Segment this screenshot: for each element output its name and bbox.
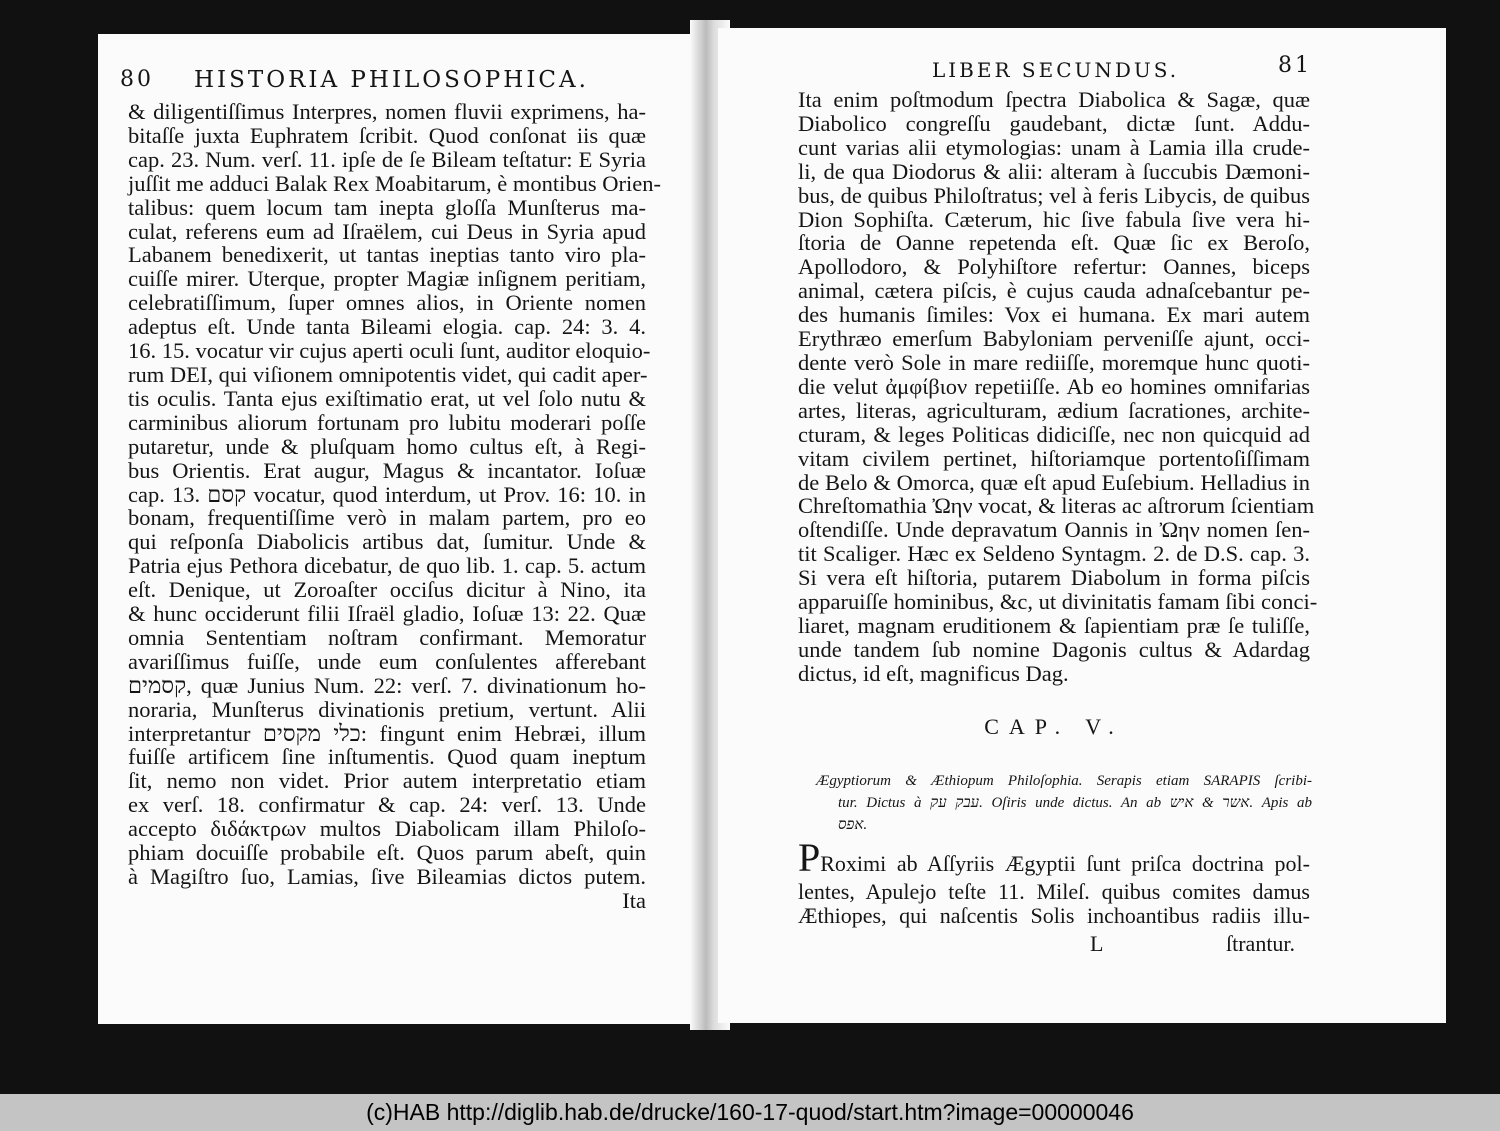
text-line: Labanem benedixerit, ut tantas ineptias tanto viro pla- xyxy=(128,242,646,268)
text-line: Si vera eſt hiſtoria, putarem Diabolum in forma piſcis xyxy=(798,565,1310,591)
text-line: Patria ejus Pethora dicebatur, de quo lib. 1. cap. 5. actum xyxy=(128,553,646,579)
text-line: Diabolico congreſſu gaudebant, dictæ ſunt. Addu- xyxy=(798,110,1310,136)
text-line: celebratiſſimum, ſuper omnes alios, in Oriente nomen xyxy=(128,290,646,316)
text-line: אפס. xyxy=(838,817,868,833)
text-line: Chreſtomathia Ὠην vocat, & literas ac aſtrorum ſcientiam xyxy=(798,493,1315,519)
text-line: unde tandem ſub nomine Dagonis cultus & Adardag xyxy=(798,636,1310,662)
text-line: phiam docuiſſe probabile eſt. Quos parum abeſt, quin xyxy=(128,840,646,866)
text-line: animal, cætera piſcis, è cujus cauda adnaſcebantur pe- xyxy=(798,278,1310,304)
text-line: de Belo & Omorca, quæ eſt apud Euſebium. Helladius in xyxy=(798,469,1310,495)
text-line: tis oculis. Tanta ejus exiſtimatio erat, ut vel ſolo nutu & xyxy=(128,385,646,411)
text-line: juſſit me adduci Balak Rex Moabitarum, è montibus Orien- xyxy=(128,170,662,196)
text-line: ſit, nemo non videt. Prior autem interpretatio etiam xyxy=(128,768,646,794)
text-line: artes, literas, agriculturam, ædium ſacrationes, archite- xyxy=(798,397,1310,423)
copyright-caption: (c)HAB http://diglib.hab.de/drucke/160-17-quod/start.htm?image=00000046 xyxy=(0,1094,1500,1131)
text-line: קסמים, quæ Junius Num. 22: verſ. 7. divinationum ho- xyxy=(128,672,646,698)
page-number: 80 xyxy=(120,67,154,92)
text-line: interpretantur כלי מקסים: fingunt enim Hebræi, illum xyxy=(128,720,646,746)
text-line: cturam, & leges Politicas didiciſſe, nec non quicquid ad xyxy=(798,421,1310,447)
text-line: dictus, id eſt, magnificus Dag. xyxy=(798,660,1069,686)
running-head: LIBER SECUNDUS. xyxy=(932,58,1180,82)
text-line: noraria, Munſterus divinationis pretium, vertunt. Alii xyxy=(128,696,646,722)
text-line: talibus: quem locum tam inepta gloſſa Munſterus ma- xyxy=(128,194,646,220)
text-line: Apollodoro, & Polyhiſtore refertur: Oannes, biceps xyxy=(798,254,1310,280)
text-line: Ita enim poſtmodum ſpectra Diabolica & Sagæ, quæ xyxy=(798,87,1310,112)
text-line: bus, de quibus Philoſtratus; vel à feris Libycis, de quibus xyxy=(798,182,1310,208)
text-line: Æthiopes, qui naſcentis Solis inchoantibus radiis illu- xyxy=(798,903,1310,928)
text-line: & hunc occiderunt filii Iſraël gladio, Ioſuæ 13: 22. Quæ xyxy=(128,601,646,627)
text-line: vitam civilem pertinet, hiſtoriamque portentoſiſſimam xyxy=(798,445,1310,471)
text-line: culat, referens eum ad Iſraëlem, cui Deus in Syria apud xyxy=(128,218,646,244)
text-line: Ægyptiorum & Æthiopum Philoſophia. Serapis etiam SARAPIS ſcribi- xyxy=(816,773,1312,789)
signature-mark: L xyxy=(1090,931,1104,956)
text-line: ex verſ. 18. confirmatur & cap. 24: verſ. 13. Unde xyxy=(128,792,646,818)
text-line: apparuiſſe hominibus, &c, ut divinitatis famam ſibi conci- xyxy=(798,589,1318,615)
text-line: cunt varias alii etymologias: unam à Lamia illa crude- xyxy=(798,134,1310,160)
text-line: accepto διδάκτρων multos Diabolicam illam Philoſo- xyxy=(128,816,646,842)
text-line: eſt. Denique, ut Zoroaſter occiſus dicitur à Nino, ita xyxy=(128,577,646,603)
text-line: cap. 23. Num. verſ. 11. ipſe de ſe Bileam teſtatur: E Syria xyxy=(128,146,646,172)
text-line: tur. Dictus à עבק עק. Oſiris unde dictus. An ab אשר & איש. Apis ab xyxy=(838,795,1313,811)
text-line: oſtendiſſe. Unde depravatum Oannis in Ὠην nomen ſen- xyxy=(798,517,1310,543)
text-line: dente verò Sole in mare rediiſſe, moremque hunc quoti- xyxy=(798,349,1310,375)
text-line: cap. 13. קסם vocatur, quod interdum, ut Prov. 16: 10. in xyxy=(128,481,646,507)
text-line: omnia Sententiam noſtram confirmant. Memoratur xyxy=(128,624,646,650)
right-page xyxy=(718,28,1446,1023)
text-line: ſtoria de Oanne repetenda eſt. Quæ ſic ex Beroſo, xyxy=(798,230,1310,256)
page-number: 81 xyxy=(1278,53,1312,78)
left-page xyxy=(98,34,702,1024)
text-line: bitaſſe juxta Euphratem ſcribit. Quod conſonat iis quæ xyxy=(128,122,646,148)
text-line: bonam, frequentiſſime verò in malam partem, pro eo xyxy=(128,505,646,531)
text-line: tit Scaliger. Hæc ex Seldeno Syntagm. 2. de D.S. cap. 3. xyxy=(798,541,1310,567)
text-line: liaret, magnam eruditionem & ſapientiam præ ſe tuliſſe, xyxy=(798,612,1310,638)
text-line: & diligentiſſimus Interpres, nomen fluvii exprimens, ha- xyxy=(128,99,646,124)
text-line: à Magiſtro ſuo, Lamias, ſive Bileamias dictos putem. xyxy=(128,864,646,889)
catchword: ſtrantur. xyxy=(1226,931,1296,956)
text-line: bus Orientis. Erat augur, Magus & incantator. Ioſuæ xyxy=(128,457,646,483)
chapter-summary xyxy=(816,770,1312,836)
text-line: li, de qua Diodorus & alii: alteram à ſuccubis Dæmoni- xyxy=(798,158,1310,184)
chapter-heading: CAP. V. xyxy=(984,714,1124,739)
text-line: carminibus aliorum fortunam pro lubitu moderari poſſe xyxy=(128,409,646,435)
running-head: HISTORIA PHILOSOPHICA. xyxy=(194,67,589,93)
catchword: Ita xyxy=(622,887,646,913)
text-line: avariſſimus fuiſſe, unde eum conſulentes afferebant xyxy=(128,648,646,674)
text-line: cuiſſe mirer. Uterque, propter Magiæ inſignem peritiam, xyxy=(128,266,646,292)
text-line: qui reſponſa Diabolicis artibus dat, ſumitur. Unde & xyxy=(128,529,646,555)
text-line: putaretur, unde & pluſquam homo cultus eſt, à Regi- xyxy=(128,433,646,459)
text-line: Erythræo emerſum Babyloniam perveniſſe ajunt, occi- xyxy=(798,326,1310,352)
right-text-block xyxy=(798,87,1318,686)
text-line: des humanis ſimiles: Vox ei humana. Ex mari autem xyxy=(798,302,1310,328)
chapter-body xyxy=(798,835,1310,928)
text-line: PRoximi ab Aſſyriis Ægyptii ſunt priſca doctrina pol- xyxy=(798,835,1310,880)
text-line: Dion Sophiſta. Cæterum, hic ſive fabula ſive vera hi- xyxy=(798,206,1310,232)
text-line: fuiſſe artificem ſine inſtumentis. Quod quam ineptum xyxy=(128,744,646,770)
text-line: adeptus eſt. Unde tanta Bileami elogia. cap. 24: 3. 4. xyxy=(128,314,646,340)
left-text-block xyxy=(128,99,662,913)
text-line: die velut ἀμφίβιον repetiiſſe. Ab eo homines omnifarias xyxy=(798,373,1310,399)
text-line: 16. 15. vocatur vir cujus aperti oculi ſunt, auditor eloquio- xyxy=(128,338,651,364)
text-line: lentes, Apulejo teſte 11. Mileſ. quibus comites damus xyxy=(798,879,1310,904)
text-line: rum DEI, qui viſionem omnipotentis videt, qui cadit aper- xyxy=(128,361,648,387)
